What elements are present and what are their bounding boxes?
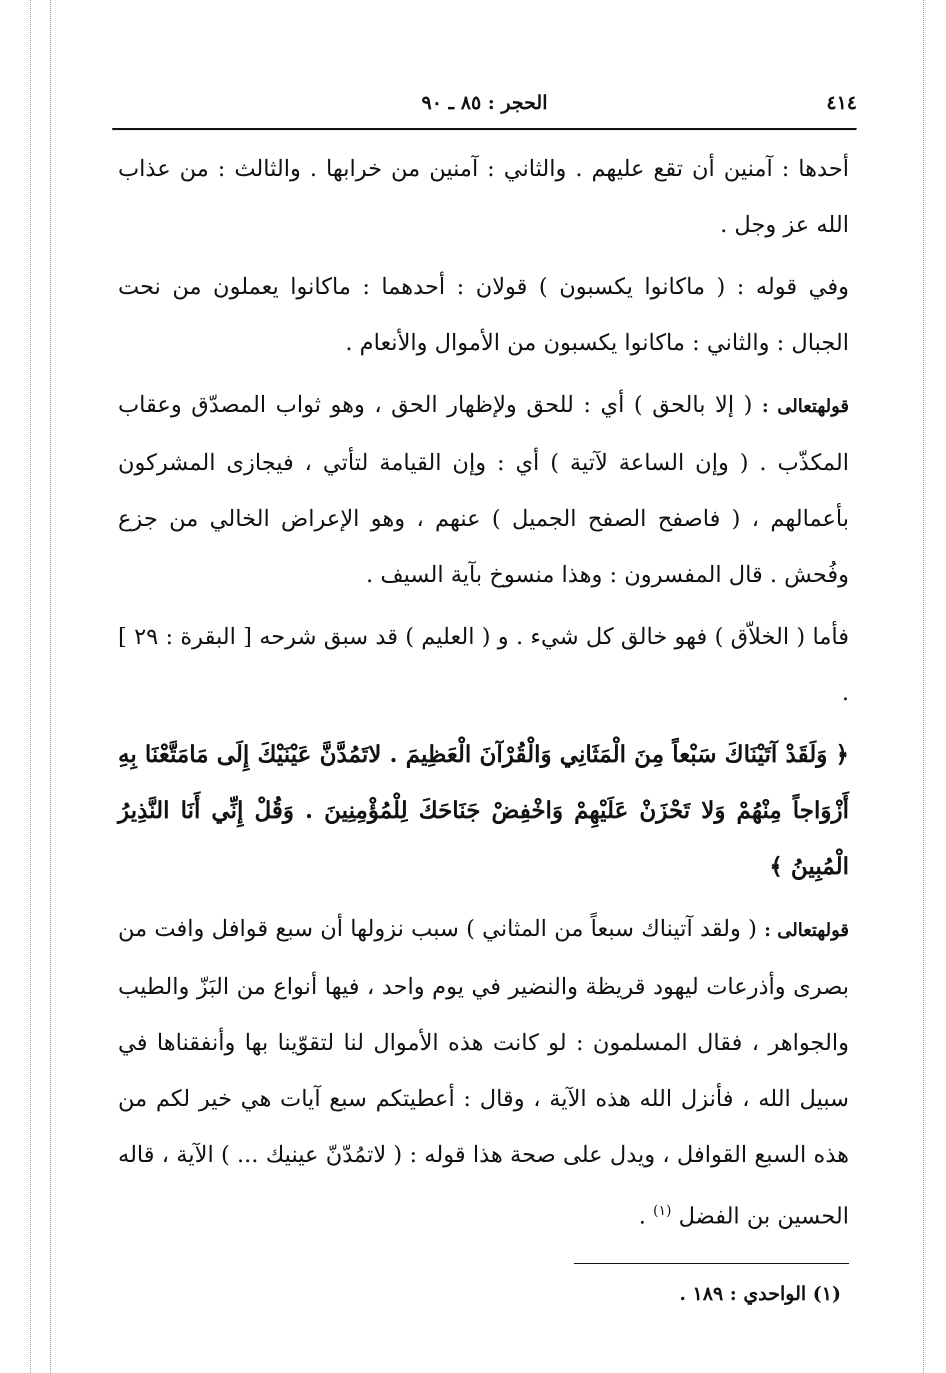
footnote-rule xyxy=(574,1263,849,1264)
scan-edge-line xyxy=(50,0,51,1373)
commentary-label: قولهتعالى : xyxy=(764,920,849,941)
scan-edge-line xyxy=(30,0,31,1373)
page-header xyxy=(112,78,857,128)
paragraph-text: وفي قوله : ( ماكانوا يكسبون ) قولان : أحدهما : ماكانوا يعملون من نحت الجبال : والثاني : ماكانوا يكسبون من الأموال والأنعام . xyxy=(118,274,849,356)
paragraph-end: . xyxy=(638,1203,654,1230)
paragraph-text: فأما ( الخلاّق ) فهو خالق كل شيء . و ( العليم ) قد سبق شرحه [ البقرة : ٢٩ ] . xyxy=(118,624,849,706)
quran-verse xyxy=(118,727,849,895)
paragraph-text: ( إلا بالحق ) أي : للحق ولإظهار الحق ، وهو ثواب المصدّق وعقاب المكذّب . ( وإن الساعة لآتية ) أي : وإن القيامة لتأتي ، فيجازى المشركون بأعمالهم ، ( فاصفح الصفح الجميل ) عنهم ، وهو الإعراض الخالي من جزع وفُحش . قال المفسرون : وهذا منسوخ بآية السيف . xyxy=(118,392,849,588)
paragraph xyxy=(118,901,849,1245)
verse-open-bracket: ﴿ xyxy=(835,741,849,768)
paragraph xyxy=(118,377,849,603)
scan-edge-line xyxy=(923,0,924,1373)
paragraph-text: ( ولقد آتيناك سبعاً من المثاني ) سبب نزولها أن سبع قوافل وافت من بصرى وأذرعات ليهود قريظة والنضير في يوم واحد ، فيها أنواع من البَزّ والطيب والجواهر ، فقال المسلمون : لو كانت هذه الأموال لنا لتقوّينا بها وأنفقناها في سبيل الله ، فأنزل الله هذه الآية ، وقال : أعطيتكم سبع آيات هي خير لكم من هذه السبع القوافل ، ويدل على صحة هذا قوله : ( لاتمُدّنّ عينيك ... ) الآية ، قاله الحسين بن الفضل xyxy=(118,916,849,1230)
page-body xyxy=(112,131,857,1314)
running-title: الحجر : ٨٥ ـ ٩٠ xyxy=(421,92,548,114)
verse-close-bracket: ﴾ xyxy=(769,853,783,880)
commentary-label: قولهتعالى : xyxy=(761,396,850,417)
paragraph xyxy=(118,609,849,721)
footnote: (١) الواحدي : ١٨٩ . xyxy=(679,1282,841,1305)
book-page xyxy=(112,78,857,1314)
paragraph xyxy=(118,259,849,371)
paragraph-text: أحدها : آمنين أن تقع عليهم . والثاني : آمنين من خرابها . والثالث : من عذاب الله عز وجل . xyxy=(118,156,849,238)
paragraph xyxy=(118,141,849,253)
verse-text: وَلَقَدْ آتَيْنَاكَ سَبْعاً مِنَ الْمَثَانِي وَالْقُرْآنَ الْعَظِيمَ . لاتَمُدَّنَّ عَيْنَيْكَ إِلَى مَامَتَّعْنَا بِهِ أَزْوَاجاً مِنْهُمْ وَلا تَحْزَنْ عَلَيْهِمْ وَاخْفِضْ جَنَاحَكَ لِلْمُؤْمِنِينَ . وَقُلْ إِنِّي أَنَا النَّذِيرُ الْمُبِينُ xyxy=(118,741,849,880)
footnote-marker: (١) xyxy=(653,1203,672,1219)
page-number: ٤١٤ xyxy=(826,92,857,114)
